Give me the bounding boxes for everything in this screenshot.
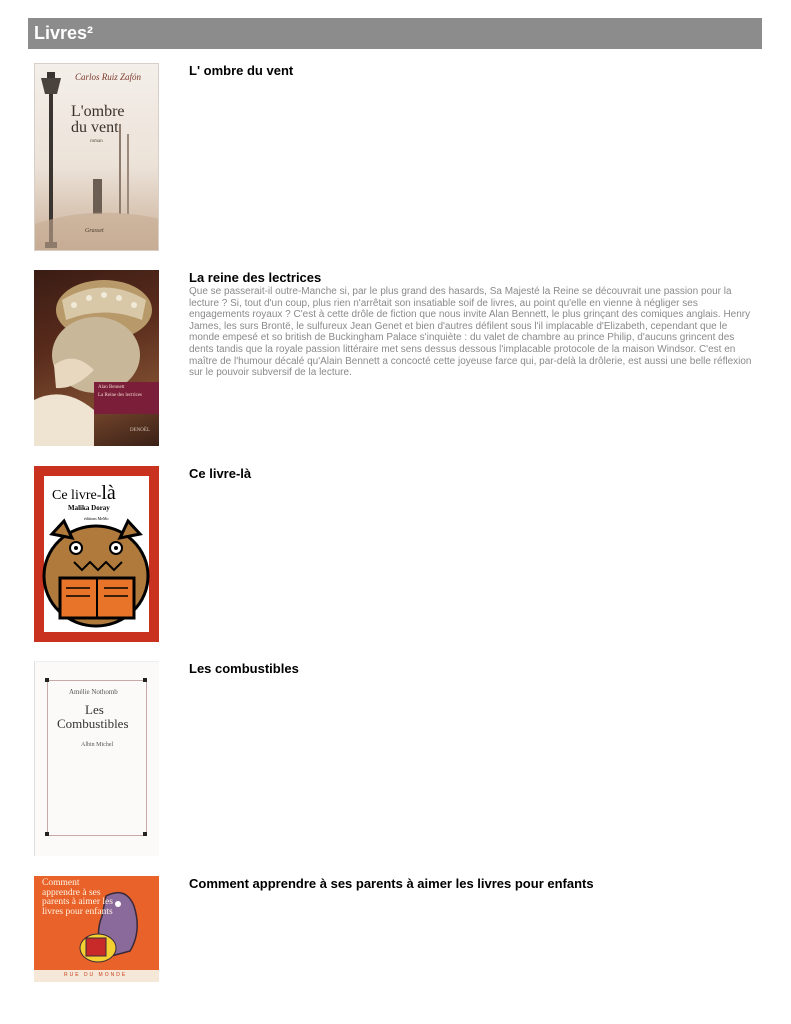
book-entry	[34, 270, 764, 448]
book-entry	[34, 466, 764, 644]
book-cover[interactable]	[34, 63, 159, 251]
cover-title: La Reine des lectrices	[98, 393, 143, 398]
cover-title-bottom: Combustibles	[57, 716, 129, 731]
cover-title: Comment apprendre à ses parents à aimer les livres pour enfants	[42, 878, 113, 917]
cover-author: Malika Doray	[68, 504, 110, 512]
page-title: Livres²	[34, 23, 94, 43]
cover-publisher: Albin Michel	[81, 742, 114, 748]
book-info	[189, 270, 759, 379]
street-lamp-illustration	[35, 64, 159, 251]
book-info	[189, 876, 759, 892]
cover-author: Amélie Nothomb	[69, 688, 118, 696]
frame-corner	[45, 678, 49, 682]
cover-author: Alan Bennett	[98, 385, 125, 390]
book-title[interactable]: Les combustibles	[189, 661, 299, 676]
frame-corner	[45, 832, 49, 836]
cover-title-main: Ce livre-	[52, 488, 102, 503]
book-entry	[34, 661, 764, 857]
frame-corner	[143, 832, 147, 836]
cover-title-top: Les	[85, 702, 104, 717]
cover-publisher: DENOËL	[130, 428, 150, 433]
book-title[interactable]: Comment apprendre à ses parents à aimer les livres pour enfants	[189, 876, 594, 891]
book-title[interactable]: L' ombre du vent	[189, 63, 294, 78]
book-info	[189, 63, 759, 79]
book-title[interactable]: Ce livre-là	[189, 466, 252, 481]
frame-corner	[143, 678, 147, 682]
cover-publisher: Grasset	[85, 228, 104, 234]
page-header	[28, 18, 762, 49]
book-cover[interactable]	[34, 661, 159, 856]
book-info	[189, 661, 759, 677]
book-info	[189, 466, 759, 482]
queen-illustration	[34, 270, 159, 446]
book-description: Que se passerait-il outre-Manche si, par le plus grand des hasards, Sa Majesté la Reine se découvrait une passion pour la lecture ? Si, tout d'un coup, plus rien n'arrêtait son insatiable soif de livres, au point qu'elle en vienne à négliger ses engagements royaux ? C'est à cette drôle de fiction que nous invite Alan Bennett, le plus grinçant des comiques anglais. Henry James, les surs Brontë, le sulfureux Jean Genet et bien d'autres défilent sous l'il implacable d'Elizabeth, cependant que le monde empesé et so british de Buckingham Palace s'inquiète : du valet de chambre au prince Philip, d'aucuns grincent des dents tandis que la royale passion littéraire met sens dessus dessous l'implacable protocole de la maison Windsor. C'est en maître de l'humour décalé qu'Alain Bennett a concocté cette joyeuse farce qui, par-delà la drôlerie, est aussi une belle réflexion sur le pouvoir subversif de la lecture.	[189, 286, 752, 379]
cover-title	[52, 482, 116, 505]
book-cover[interactable]	[34, 466, 159, 642]
book-entry	[34, 63, 764, 253]
book-entry	[34, 876, 764, 986]
cover-author: Carlos Ruiz Zafón	[75, 72, 142, 82]
book-title[interactable]: La reine des lectrices	[189, 270, 322, 285]
cover-title: L'ombre du vent	[71, 103, 125, 136]
book-cover[interactable]	[34, 876, 159, 982]
cover-title-emphasis: là	[101, 482, 116, 504]
cover-genre: roman	[90, 139, 103, 144]
book-cover[interactable]	[34, 270, 159, 446]
cover-publisher: RUE DU MONDE	[64, 972, 128, 978]
cover-publisher: éditions MeMo	[84, 516, 109, 521]
